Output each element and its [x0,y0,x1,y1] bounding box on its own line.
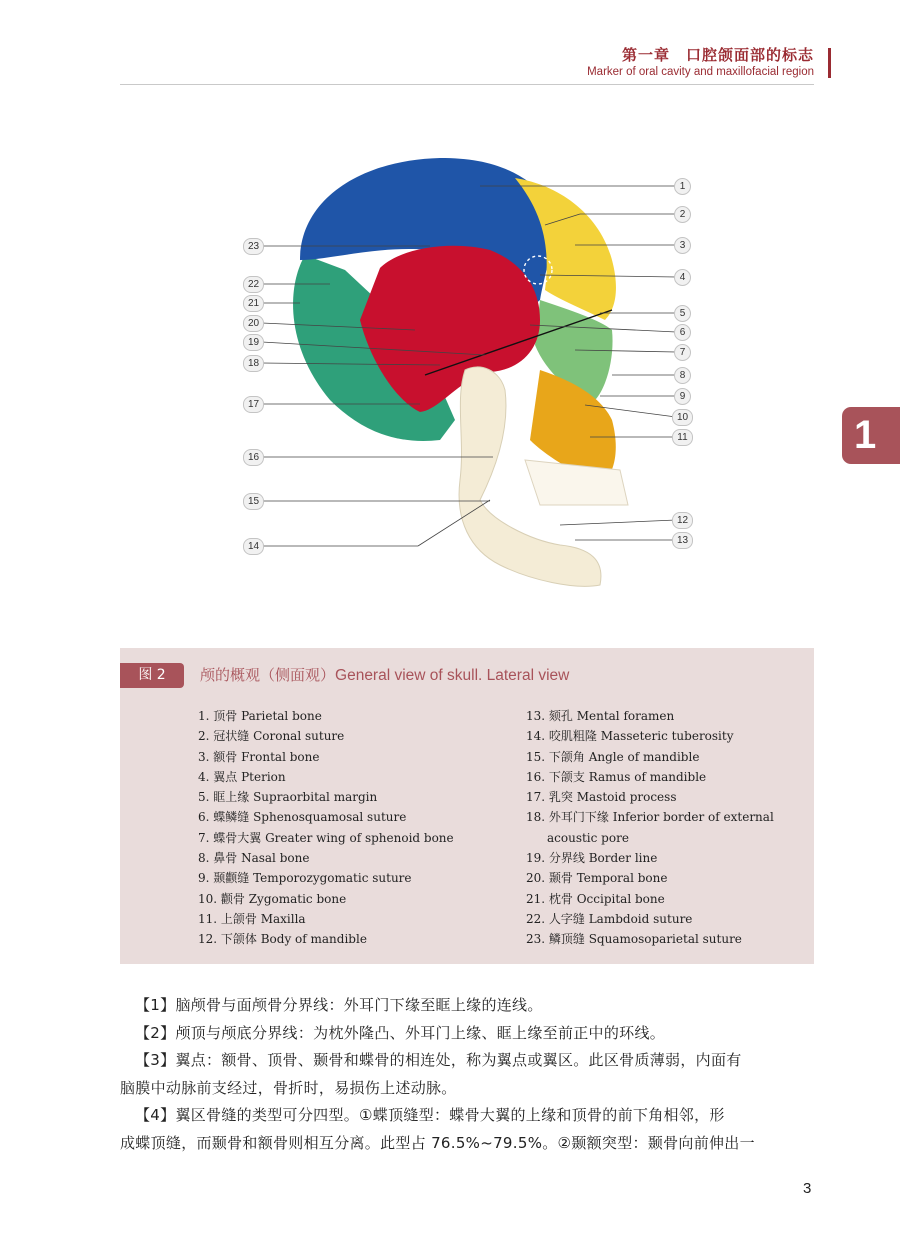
callout-4: 4 [674,269,691,286]
chapter-title-en: Marker of oral cavity and maxillofacial region [587,66,814,78]
paragraph-3: 【3】翼点：额骨、顶骨、颞骨和蝶骨的相连处，称为翼点或翼区。此区骨质薄弱，内面有 [135,1051,742,1069]
legend-item: 4. 翼点 Pterion [198,769,286,784]
legend-item: 10. 颧骨 Zygomatic bone [198,891,347,906]
chapter-tab[interactable]: 1 [842,407,900,464]
callout-15: 15 [243,493,264,510]
legend-item: 18. 外耳门下缘 Inferior border of external [526,810,774,825]
callout-12: 12 [672,512,693,529]
callout-2: 2 [674,206,691,223]
legend-item: 6. 蝶鳞缝 Sphenosquamosal suture [198,810,407,825]
legend-item: 7. 蝶骨大翼 Greater wing of sphenoid bone [198,830,454,845]
figure-title [200,664,569,685]
callout-13: 13 [672,532,693,549]
paragraph-4: 【4】翼区骨缝的类型可分四型。①蝶顶缝型：蝶骨大翼的上缘和顶骨的前下角相邻，形 [135,1106,725,1124]
legend-item: 1. 顶骨 Parietal bone [198,709,322,723]
callout-23: 23 [243,238,264,255]
figure-title-en: General view of skull. Lateral view [335,667,570,684]
callout-11: 11 [672,429,693,446]
callout-7: 7 [674,344,691,361]
callout-1: 1 [674,178,691,195]
legend-right-column [526,706,774,950]
paragraph-1: 【1】脑颅骨与面颅骨分界线：外耳门下缘至眶上缘的连线。 [135,996,543,1014]
callout-10: 10 [672,409,693,426]
callout-8: 8 [674,367,691,384]
callout-22: 22 [243,276,264,293]
callout-14: 14 [243,538,264,555]
legend-item: 22. 人字缝 Lambdoid suture [526,911,693,926]
legend-item: 9. 颞颧缝 Temporozygomatic suture [198,871,412,886]
paragraph-4-cont: 成蝶顶缝，而颞骨和额骨则相互分离。此型占 76.5%~79.5%。②颞额突型：颞骨向前伸出一 [120,1133,755,1152]
paragraph-3-cont: 脑膜中动脉前支经过，骨折时，易损伤上述动脉。 [120,1078,457,1097]
callout-16: 16 [243,449,264,466]
legend-item: 12. 下颌体 Body of mandible [198,932,367,947]
legend-item: 23. 鳞顶缝 Squamosoparietal suture [526,932,742,947]
legend-item: 19. 分界线 Border line [526,851,658,866]
callout-21: 21 [243,295,264,312]
legend-item: 15. 下颌角 Angle of mandible [526,749,700,764]
body-text [120,992,814,1157]
legend-item: 8. 鼻骨 Nasal bone [198,851,310,866]
callout-20: 20 [243,315,264,332]
callout-5: 5 [674,305,691,322]
page-number: 3 [803,1180,812,1197]
callout-19: 19 [243,334,264,351]
callout-3: 3 [674,237,691,254]
paragraph-2: 【2】颅顶与颅底分界线：为枕外隆凸、外耳门上缘、眶上缘至前正中的环线。 [135,1023,666,1042]
legend-left-column [198,706,454,950]
legend-item: 21. 枕骨 Occipital bone [526,891,665,906]
legend-item: 14. 咬肌粗隆 Masseteric tuberosity [526,729,734,744]
figure-title-cn: 颅的概观（侧面观） [200,666,336,684]
legend-item: 5. 眶上缘 Supraorbital margin [198,790,378,805]
callout-18: 18 [243,355,264,372]
legend-item: 17. 乳突 Mastoid process [526,790,677,805]
legend-item: 13. 颏孔 Mental foramen [526,709,675,723]
callout-6: 6 [674,324,691,341]
legend-item: 3. 额骨 Frontal bone [198,749,320,764]
legend-item: 2. 冠状缝 Coronal suture [198,729,345,744]
legend-item: 20. 颞骨 Temporal bone [526,871,668,886]
legend-item: 16. 下颌支 Ramus of mandible [526,769,707,784]
chapter-title-cn: 第一章 口腔颌面部的标志 [621,46,814,64]
callout-17: 17 [243,396,264,413]
legend-item: acoustic pore [547,830,629,845]
legend-item: 11. 上颌骨 Maxilla [198,911,306,926]
callout-9: 9 [674,388,691,405]
figure-number-badge: 图 2 [120,663,184,688]
